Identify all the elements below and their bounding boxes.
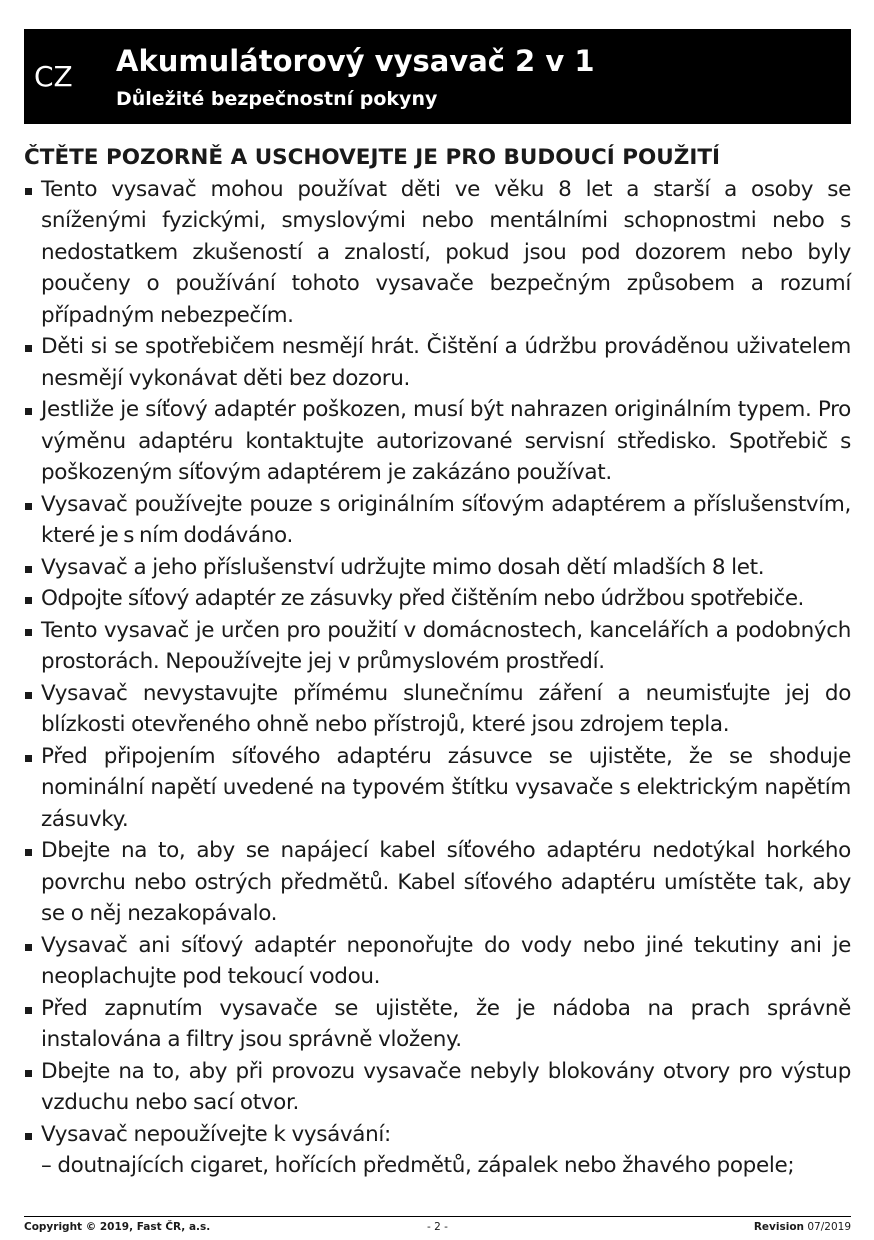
copyright-text: Copyright © 2019, Fast ČR, a.s. bbox=[24, 1221, 211, 1233]
list-item-text: Před zapnutím vysavače se ujistěte, že je nádoba na prach správně instalována a filtry jsou správně vloženy. bbox=[41, 995, 851, 1052]
list-item bbox=[24, 552, 851, 584]
list-item-text: Jestliže je síťový adaptér poškozen, musí být nahrazen originálním typem. Pro výměnu adaptéru kontaktujte autorizované servisní středisko. Spotřebič s poškozeným síťovým adaptérem je zakázáno používat. bbox=[41, 397, 851, 485]
list-item bbox=[24, 1119, 851, 1182]
list-item-text: Odpojte síťový adaptér ze zásuvky před čištěním nebo údržbou spotřebiče. bbox=[41, 586, 804, 611]
list-item bbox=[24, 174, 851, 332]
list-item bbox=[24, 394, 851, 489]
list-item bbox=[24, 615, 851, 678]
list-item-text: Tento vysavač mohou používat děti ve věku 8 let a starší a osoby se sníženými fyzickými, smyslovými nebo mentálními schopnostmi nebo s nedostatkem zkušeností a znalostí, pokud jsou pod dozorem nebo byly poučeny o používání tohoto vysavače bezpečným způsobem a rozumí případným nebezpečím. bbox=[41, 176, 851, 328]
list-item bbox=[24, 583, 851, 615]
list-item-text: Děti si se spotřebičem nesmějí hrát. Čištění a údržbu prováděnou uživatelem nesmějí vykonávat děti bez dozoru. bbox=[41, 334, 851, 391]
page-number: - 2 - bbox=[427, 1221, 448, 1233]
list-item-text: Vysavač ani síťový adaptér neponořujte do vody nebo jiné tekutiny ani je neoplachujte pod tekoucí vodou. bbox=[41, 932, 851, 989]
list-item-subline: – doutnajících cigaret, hořících předmětů, zápalek nebo žhavého popele; bbox=[41, 1153, 795, 1178]
list-item bbox=[24, 1056, 851, 1119]
section-heading: ČTĚTE POZORNĚ A USCHOVEJTE JE PRO BUDOUCÍ POUŽITÍ bbox=[24, 145, 720, 170]
list-item-text: Dbejte na to, aby při provozu vysavače nebyly blokovány otvory pro výstup vzduchu nebo sací otvor. bbox=[41, 1058, 851, 1115]
list-item bbox=[24, 678, 851, 741]
page-footer bbox=[24, 1219, 851, 1237]
list-item bbox=[24, 741, 851, 836]
revision-info bbox=[754, 1219, 851, 1235]
section-subtitle: Důležité bezpečnostní pokyny bbox=[116, 88, 438, 110]
footer-divider bbox=[24, 1216, 851, 1217]
list-item bbox=[24, 835, 851, 930]
document-header bbox=[24, 29, 851, 124]
list-item-text: Vysavač používejte pouze s originálním síťovým adaptérem a příslušenstvím, které je s ním dodáváno. bbox=[41, 491, 851, 548]
revision-date: 07/2019 bbox=[807, 1221, 851, 1233]
language-code: CZ bbox=[34, 60, 73, 93]
list-item bbox=[24, 331, 851, 394]
list-item-text: Vysavač a jeho příslušenství udržujte mimo dosah dětí mladších 8 let. bbox=[41, 554, 765, 580]
list-item-text: Tento vysavač je určen pro použití v domácnostech, kancelářích a podobných prostorách. Nepoužívejte jej v průmyslovém prostředí. bbox=[41, 617, 851, 674]
safety-list bbox=[24, 174, 851, 1182]
list-item-text: Před připojením síťového adaptéru zásuvce se ujistěte, že se shoduje nominální napětí uvedené na typovém štítku vysavače s elektrickým napětím zásuvky. bbox=[41, 743, 851, 832]
list-item-text: Dbejte na to, aby se napájecí kabel síťového adaptéru nedotýkal horkého povrchu nebo ostrých předmětů. Kabel síťového adaptéru umístěte tak, aby se o něj nezakopávalo. bbox=[41, 838, 851, 926]
safety-content bbox=[24, 142, 851, 1182]
list-item bbox=[24, 489, 851, 552]
list-item-text: Vysavač nepoužívejte k vysávání: bbox=[41, 1121, 391, 1147]
revision-label: Revision bbox=[753, 1221, 805, 1233]
product-title: Akumulátorový vysavač 2 v 1 bbox=[116, 44, 595, 78]
list-item-text: Vysavač nevystavujte přímému slunečnímu záření a neumisťujte jej do blízkosti otevřeného ohně nebo přístrojů, které jsou zdrojem tepla. bbox=[41, 680, 851, 737]
list-item bbox=[24, 993, 851, 1056]
list-item bbox=[24, 930, 851, 993]
